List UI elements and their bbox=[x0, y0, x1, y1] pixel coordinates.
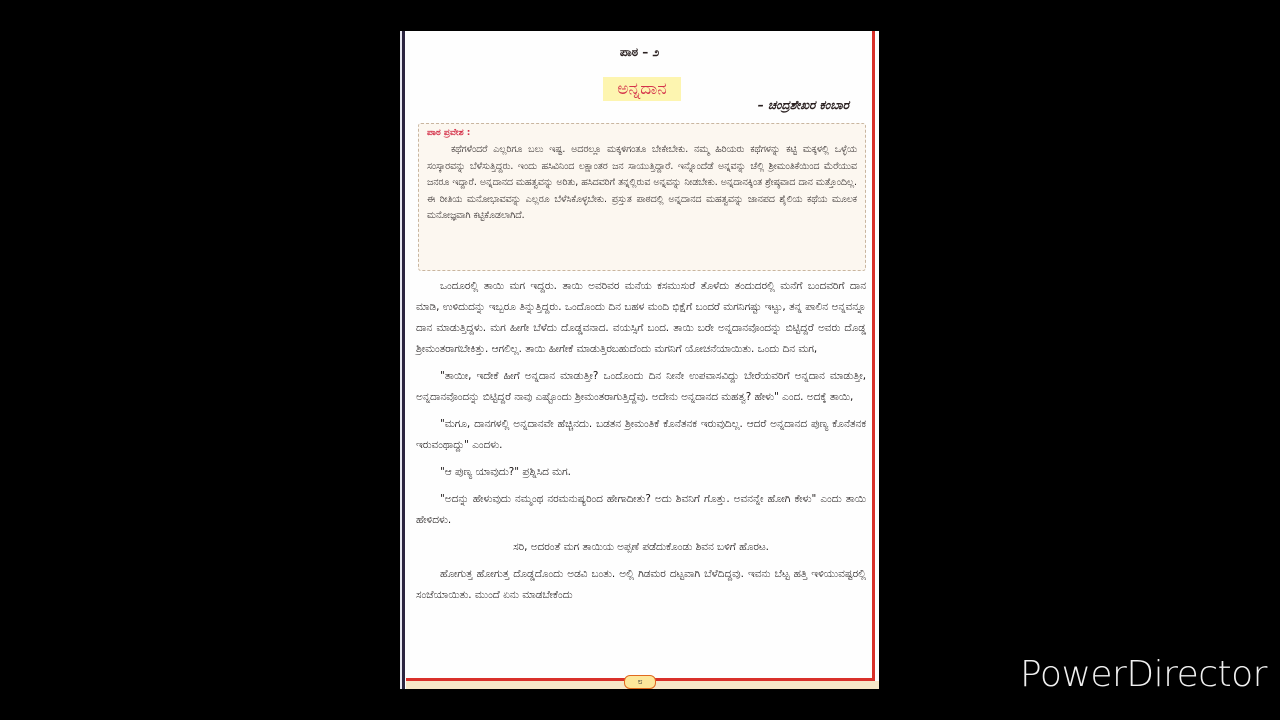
textbook-page bbox=[400, 31, 879, 689]
powerdirector-watermark: PowerDirector bbox=[1020, 654, 1267, 695]
intro-heading: ಪಾಠ ಪ್ರವೇಶ : bbox=[427, 128, 471, 138]
page-number: ೮ bbox=[624, 675, 656, 689]
lesson-number: ಪಾಠ – ೨ bbox=[619, 45, 660, 59]
lesson-intro-box bbox=[418, 123, 866, 271]
intro-text: ಕಥೆಗಳೆಂದರೆ ಎಲ್ಲರಿಗೂ ಬಲು ಇಷ್ಟ. ಅದರಲ್ಲೂ ಮಕ್ಕಳಿಗಂತೂ ಬೇಕೇಬೇಕು. ನಮ್ಮ ಹಿರಿಯರು ಕಥೆಗಳನ್ನು ಕಟ್ಟಿ ಮಕ್ಕಳಲ್ಲಿ ಒಳ್ಳೆಯ ಸಂಸ್ಕಾರವನ್ನು ಬೆಳೆಸುತ್ತಿದ್ದರು. ಇಂದು ಹಸಿವಿನಿಂದ ಲಕ್ಷಾಂತರ ಜನ ಸಾಯುತ್ತಿದ್ದಾರೆ. ಇನ್ನೊಂದೆಡೆ ಅನ್ನವನ್ನು ಚೆಲ್ಲಿ ಶ್ರೀಮಂತಿಕೆಯಿಂದ ಮೆರೆಯುವ ಜನರೂ ಇದ್ದಾರೆ. ಅನ್ನದಾನದ ಮಹತ್ವವನ್ನು ಅರಿತು, ಹಸಿದವರಿಗೆ ತನ್ನಲ್ಲಿರುವ ಅನ್ನವನ್ನು ನೀಡಬೇಕು. ಅನ್ನದಾನಕ್ಕಿಂತ ಶ್ರೇಷ್ಠವಾದ ದಾನ ಮತ್ತೊಂದಿಲ್ಲ. ಈ ರೀತಿಯ ಮನೋಭಾವವನ್ನು ಎಲ್ಲರೂ ಬೆಳೆಸಿಕೊಳ್ಳಬೇಕು. ಪ್ರಸ್ತುತ ಪಾಠದಲ್ಲಿ ಅನ್ನದಾನದ ಮಹತ್ವವನ್ನು ಜಾನಪದ ಶೈಲಿಯ ಕಥೆಯ ಮೂಲಕ ಮನೋಜ್ಞವಾಗಿ ಕಟ್ಟಿಕೊಡಲಾಗಿದೆ. bbox=[427, 144, 857, 221]
story-paragraph: "ಆ ಪುಣ್ಯ ಯಾವುದು?" ಪ್ರಶ್ನಿಸಿದ ಮಗ. bbox=[440, 466, 571, 478]
story-paragraph: "ಅದನ್ನು ಹೇಳುವುದು ನಮ್ಮಂಥ ನರಮನುಷ್ಯರಿಂದ ಹೇಗಾದೀತು? ಅದು ಶಿವನಿಗೆ ಗೊತ್ತು. ಅವನನ್ನೇ ಹೋಗಿ ಕೇಳು" ಎಂದು ತಾಯಿ ಹೇಳಿದಳು. bbox=[416, 493, 866, 526]
story-paragraph: ಒಂದೂರಲ್ಲಿ ತಾಯಿ ಮಗ ಇದ್ದರು. ತಾಯಿ ಅವರಿವರ ಮನೆಯ ಕಸಮುಸುರೆ ತೊಳೆದು ತಂದುದರಲ್ಲಿ ಮನೆಗೆ ಬಂದವರಿಗೆ ದಾನ ಮಾಡಿ, ಉಳಿದುದನ್ನು ಇಬ್ಬರೂ ತಿನ್ನುತ್ತಿದ್ದರು. ಒಂದೊಂದು ದಿನ ಬಹಳ ಮಂದಿ ಭಿಕ್ಷೆಗೆ ಬಂದರೆ ಮಗನಿಗಷ್ಟು ಇಟ್ಟು, ತನ್ನ ಪಾಲಿನ ಅನ್ನವನ್ನೂ ದಾನ ಮಾಡುತ್ತಿದ್ದಳು. ಮಗ ಹೀಗೇ ಬೆಳೆದು ದೊಡ್ಡವನಾದ. ವಯಸ್ಸಿಗೆ ಬಂದ. ತಾಯಿ ಬರೇ ಅನ್ನದಾನವೊಂದನ್ನು ಬಿಟ್ಟಿದ್ದರೆ ಅವರು ದೊಡ್ಡ ಶ್ರೀಮಂತರಾಗಬೇಕಿತ್ತು. ಆಗಲಿಲ್ಲ. ತಾಯಿ ಹೀಗೇಕೆ ಮಾಡುತ್ತಿರಬಹುದೆಂದು ಮಗನಿಗೆ ಯೋಚನೆಯಾಯಿತು. ಒಂದು ದಿನ ಮಗ, bbox=[416, 280, 866, 355]
story-body bbox=[416, 276, 866, 612]
author-name: – ಚಂದ್ರಶೇಖರ ಕಂಬಾರ bbox=[757, 98, 849, 112]
story-paragraph: ಹೋಗುತ್ತ ಹೋಗುತ್ತ ದೊಡ್ಡದೊಂದು ಅಡವಿ ಬಂತು. ಅಲ್ಲಿ ಗಿಡಮರ ದಟ್ಟವಾಗಿ ಬೆಳೆದಿದ್ದವು. ಇವನು ಬೆಟ್ಟ ಹತ್ತಿ ಇಳಿಯುವಷ್ಟರಲ್ಲಿ ಸಂಜೆಯಾಯಿತು. ಮುಂದೆ ಏನು ಮಾಡಬೇಕೆಂದು bbox=[416, 568, 866, 601]
story-paragraph: "ತಾಯೀ, ಇದೇಕೆ ಹೀಗೆ ಅನ್ನದಾನ ಮಾಡುತ್ತೀ? ಒಂದೊಂದು ದಿನ ನೀನೇ ಉಪವಾಸವಿದ್ದು ಬೇರೆಯವರಿಗೆ ಅನ್ನದಾನ ಮಾಡುತ್ತೀ, ಅನ್ನದಾನವೊಂದನ್ನು ಬಿಟ್ಟಿದ್ದರೆ ನಾವು ಎಷ್ಟೊಂದು ಶ್ರೀಮಂತರಾಗುತ್ತಿದ್ದೆವು. ಅದೇನು ಅನ್ನದಾನದ ಮಹತ್ವ? ಹೇಳು" ಎಂದ. ಅದಕ್ಕೆ ತಾಯಿ, bbox=[416, 370, 866, 403]
story-paragraph: "ಮಗೂ, ದಾನಗಳಲ್ಲಿ ಅನ್ನದಾನವೇ ಹೆಚ್ಚಿನದು. ಬಡತನ ಶ್ರೀಮಂತಿಕೆ ಕೊನೆತನಕ ಇರುವುದಿಲ್ಲ. ಆದರೆ ಅನ್ನದಾನದ ಪುಣ್ಯ ಕೊನೆತನಕ ಇರುವಂಥಾದ್ದು" ಎಂದಳು. bbox=[416, 418, 866, 451]
story-paragraph: ಸರಿ, ಅದರಂತೆ ಮಗ ತಾಯಿಯ ಅಪ್ಪಣೆ ಪಡೆದುಕೊಂಡು ಶಿವನ ಬಳಿಗೆ ಹೊರಟ. bbox=[513, 541, 769, 553]
lesson-title: ಅನ್ನದಾನ bbox=[603, 77, 681, 101]
